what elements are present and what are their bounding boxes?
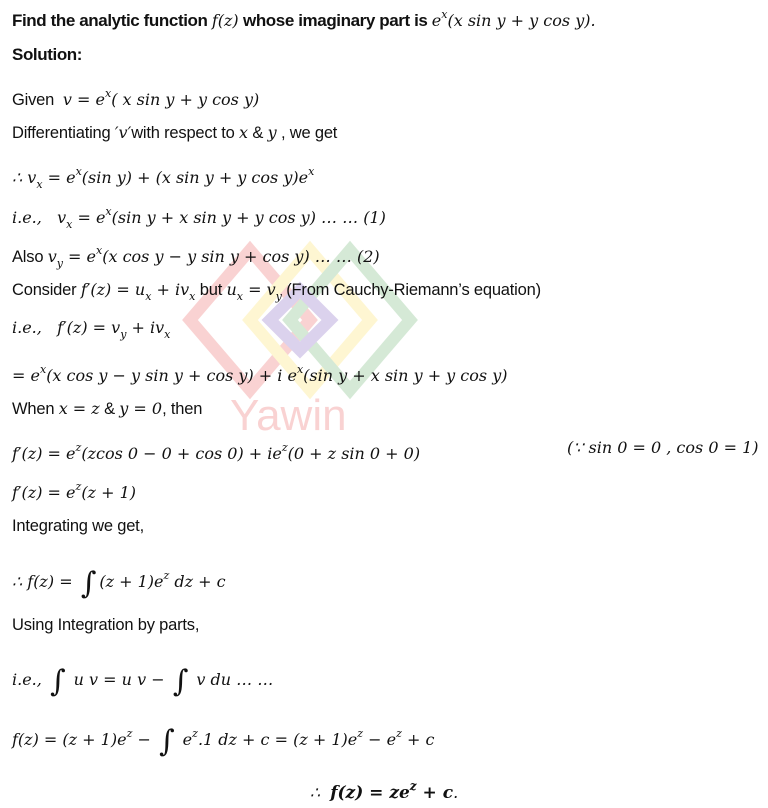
differentiating-line	[12, 120, 337, 146]
text-segment: , then	[162, 400, 203, 418]
text-segment: e	[177, 730, 193, 749]
text-segment: &	[248, 124, 268, 142]
text-segment: y	[267, 123, 277, 142]
text-segment: x	[308, 165, 315, 178]
fprime-line	[12, 315, 170, 341]
text-segment: x	[238, 123, 248, 142]
text-segment: .	[453, 783, 459, 802]
text-segment: Integrating we get,	[12, 517, 144, 535]
text-segment: v = e	[62, 90, 105, 109]
fz-computation-line	[12, 721, 435, 759]
text-segment: = e	[72, 208, 106, 227]
integral-sign: ∫	[158, 724, 175, 759]
integral-sign: ∫	[80, 566, 97, 601]
text-segment: whose imaginary part is	[238, 11, 432, 30]
text-segment: with respect to	[131, 124, 239, 142]
text-segment: x	[145, 290, 152, 303]
text-segment: = e	[62, 247, 96, 266]
text-segment: e	[431, 11, 442, 30]
text-segment: − e	[363, 730, 397, 749]
text-segment: x	[164, 328, 171, 341]
text-segment: (x cos y − y sin y + cos y) … … (2)	[102, 247, 380, 266]
text-segment: y	[120, 328, 127, 341]
text-segment: z	[75, 441, 82, 454]
text-segment: (x cos y − y sin y + cos y) + i e	[46, 366, 297, 385]
text-segment: x	[236, 290, 243, 303]
text-segment: x	[36, 178, 43, 191]
text-segment: ∴ f(z) =	[12, 572, 78, 591]
text-segment: f′(z) = u	[80, 280, 146, 299]
vx-line	[12, 159, 315, 191]
question-title	[12, 2, 596, 28]
text-segment: x = z	[58, 399, 100, 418]
svg-text:Yawin: Yawin	[230, 391, 347, 440]
text-segment: z	[75, 480, 82, 493]
text-segment: y	[56, 257, 63, 270]
text-segment: z	[281, 441, 288, 454]
text-segment: x	[75, 165, 82, 178]
text-segment: = v	[243, 280, 276, 299]
text-segment: Find the analytic function	[12, 11, 212, 30]
text-segment: f(z) = (z + 1)e	[12, 730, 127, 749]
text-segment: &	[99, 400, 120, 418]
text-segment: + c	[401, 730, 435, 749]
parts-formula-line	[12, 664, 274, 699]
text-segment: Solution:	[12, 45, 83, 64]
text-segment: + iv	[151, 280, 190, 299]
fprime-expanded-line	[12, 357, 507, 383]
text-segment: Consider	[12, 281, 81, 299]
text-segment: u	[226, 280, 237, 299]
text-segment: , we get	[276, 124, 338, 142]
text-segment: dz + c	[169, 572, 226, 591]
text-segment: y = 0	[119, 399, 163, 418]
text-segment: x	[39, 363, 47, 376]
text-segment: Differentiating	[12, 124, 115, 142]
text-segment: Given	[12, 91, 63, 109]
text-segment: (x sin y + y cos y).	[447, 11, 596, 30]
text-segment: z	[126, 727, 133, 740]
text-segment: f′(z) = e	[12, 483, 76, 502]
text-segment: x	[66, 218, 73, 231]
given-line	[12, 81, 259, 107]
text-segment: + iv	[126, 318, 165, 337]
text-segment: f′(z) = e	[12, 444, 76, 463]
integral-sign: ∫	[172, 664, 189, 699]
text-segment: Using Integration by parts,	[12, 616, 200, 634]
text-segment: (z + 1)e	[99, 572, 164, 591]
vy-line	[12, 238, 380, 270]
text-segment: ∴	[309, 783, 331, 802]
text-segment: x	[104, 87, 112, 100]
text-segment: z	[357, 727, 364, 740]
text-segment: = e	[42, 168, 76, 187]
text-segment: z	[396, 727, 402, 740]
text-segment: = e	[12, 366, 40, 385]
fprime-result-line	[12, 474, 136, 500]
text-segment: ′v′	[114, 123, 132, 142]
text-segment: v	[47, 247, 57, 266]
text-segment: When	[12, 400, 59, 418]
trig-identity-note: (∵ sin 0 = 0 , cos 0 = 1)	[567, 438, 759, 457]
integrating-line	[12, 513, 144, 539]
vx-simplified-line	[12, 199, 386, 231]
text-segment: i.e.,	[12, 670, 47, 689]
text-segment: (0 + z sin 0 + 0)	[287, 444, 421, 463]
text-segment: (sin y) + (x sin y + y cos y)e	[81, 168, 309, 187]
text-segment: f(z)	[211, 11, 239, 30]
text-segment: (z + 1)	[81, 483, 136, 502]
integral-line	[12, 563, 226, 601]
text-segment: y	[275, 290, 282, 303]
text-segment: x	[96, 244, 103, 257]
text-segment: x	[189, 290, 196, 303]
substitution-line	[12, 396, 202, 422]
text-segment: .1 dz + c = (z + 1)e	[197, 730, 358, 749]
text-segment: (sin y + x sin y + y cos y) … … (1)	[111, 208, 386, 227]
text-segment: ( x sin y + y cos y)	[111, 90, 260, 109]
text-segment: (From Cauchy-Riemann’s equation)	[281, 281, 541, 299]
text-segment: but	[195, 281, 227, 299]
text-segment: u v = u v −	[68, 670, 170, 689]
text-segment: v du … …	[191, 670, 274, 689]
text-segment: −	[132, 730, 156, 749]
integral-sign: ∫	[49, 664, 66, 699]
consider-line	[12, 277, 541, 303]
text-segment: z	[163, 569, 170, 582]
text-segment: ∴ v	[12, 168, 37, 187]
text-segment: + c	[416, 783, 454, 803]
solution-heading	[12, 42, 82, 68]
fprime-substituted-line	[12, 435, 759, 463]
text-segment: i.e., f′(z) = v	[12, 318, 121, 337]
text-segment: z	[409, 779, 417, 793]
integration-by-parts-line	[12, 612, 199, 638]
text-segment: x	[441, 8, 448, 21]
text-segment: (zcos 0 − 0 + cos 0) + ie	[81, 444, 282, 463]
text-segment: Also	[12, 248, 48, 266]
text-segment: x	[296, 363, 304, 376]
text-segment: i.e., v	[12, 208, 67, 227]
text-segment: (sin y + x sin y + y cos y)	[303, 366, 508, 385]
text-segment: z	[192, 727, 198, 740]
text-segment: f(z) = ze	[330, 783, 410, 803]
final-answer-line	[0, 773, 768, 803]
text-segment: x	[105, 205, 112, 218]
